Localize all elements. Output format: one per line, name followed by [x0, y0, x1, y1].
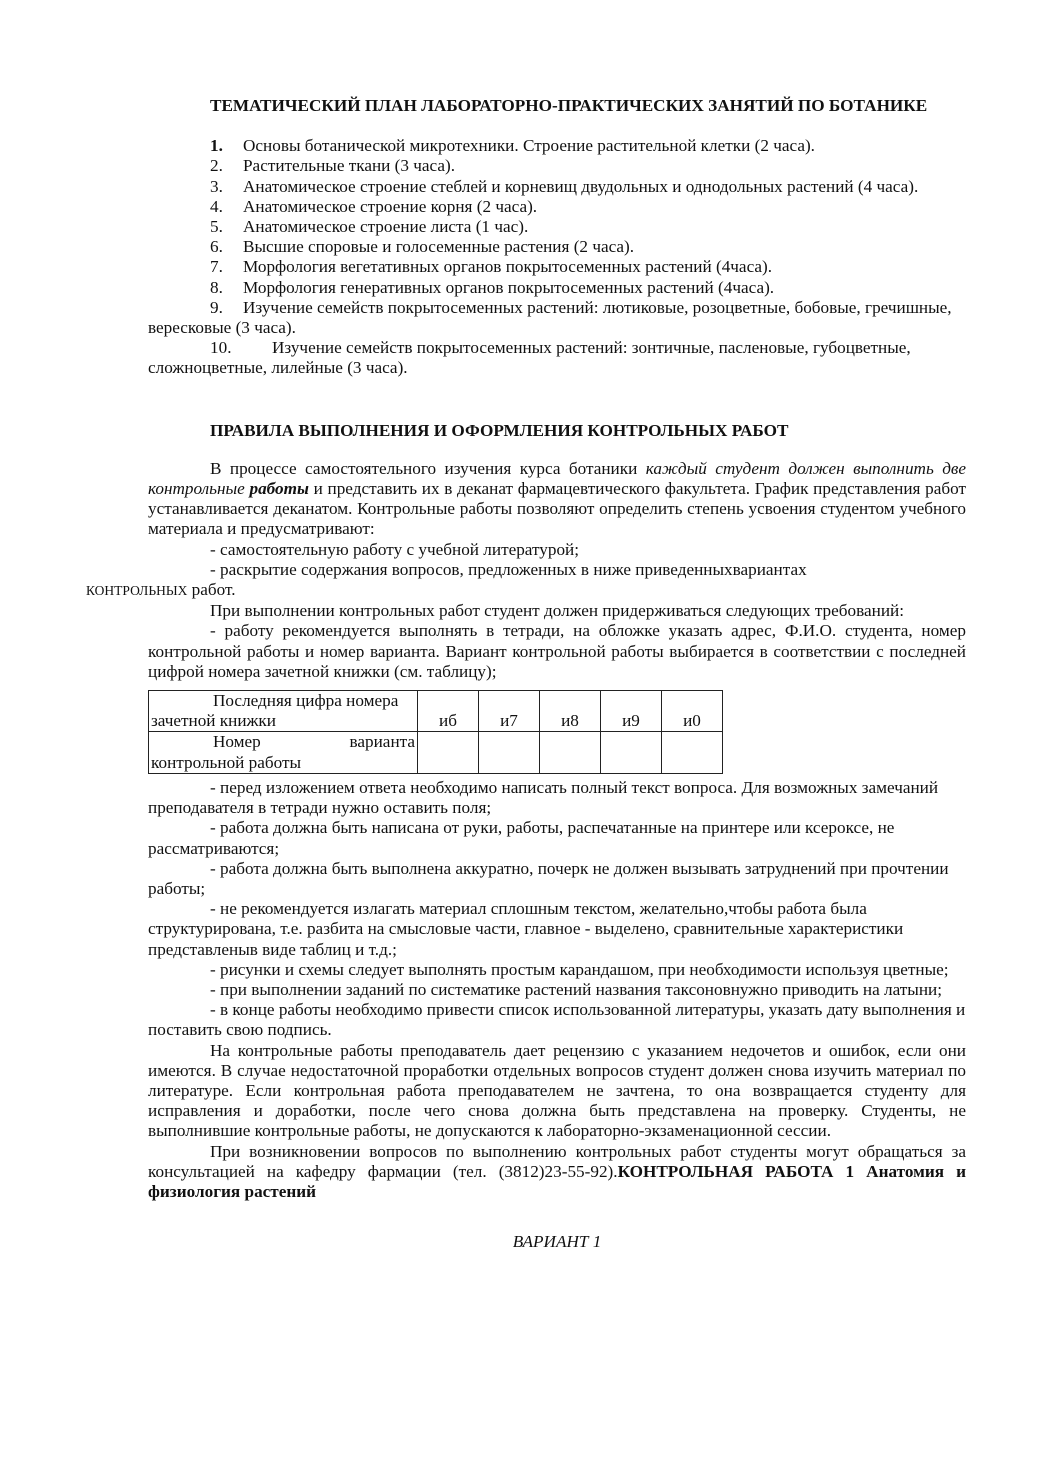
intro-text-rest: и представить их в деканат фармацевтического факультета. График представления работ устанавливается деканатом. Контрольные работы позволяют определить степень усвоения студентом учебного материала и предусматривают:: [148, 479, 966, 539]
item-text: Высшие споровые и голосеменные растения (2 часа).: [243, 237, 635, 257]
list-item: [148, 136, 966, 156]
requirement-item: - перед изложением ответа необходимо написать полный текст вопроса. Для возможных замечаний преподавателя в тетради нужно оставить поля;: [148, 777, 939, 818]
bullet-item: - самостоятельную работу с учебной литературой;: [210, 539, 580, 559]
item-number: 5.: [210, 217, 223, 237]
item-text: Анатомическое строение корня (2 часа).: [243, 196, 538, 216]
requirement-item: - работа должна быть написана от руки, работы, распечатанные на принтере или ксероксе, не рассматриваются;: [148, 818, 895, 858]
bullet-text: - раскрытие содержания вопросов, предложенных в ниже приведенныхвариантах: [210, 559, 807, 579]
table-cell: [662, 732, 723, 773]
plan-list: [148, 136, 966, 378]
table-row: [149, 732, 723, 773]
item-text: Основы ботанической микротехники. Строение растительной клетки (2 часа).: [243, 136, 815, 156]
table-cell: и9: [601, 691, 662, 732]
item-number: 7.: [210, 257, 223, 277]
list-item: [148, 298, 966, 338]
table-cell: и8: [540, 691, 601, 732]
requirement-item: - при выполнении заданий по систематике растений названия таксоновнужно приводить на латыни;: [210, 979, 943, 999]
item-text: Анатомическое строение листа (1 час).: [243, 217, 529, 237]
table-cell: [418, 732, 479, 773]
table-row: [149, 691, 723, 732]
item-number: 10.: [210, 338, 232, 358]
table-cell: иб: [418, 691, 479, 732]
requirements-intro: При выполнении контрольных работ студент должен придерживаться следующих требований:: [210, 601, 904, 621]
cell-text: зачетной книжки: [151, 711, 276, 731]
list-item: [148, 156, 966, 176]
item-number: 2.: [210, 156, 223, 176]
item-text: Анатомическое строение стеблей и корневищ двудольных и однодольных растений (4 часа).: [243, 176, 919, 196]
control-work-title: КОНТРОЛЬНАЯ РАБОТА 1 Анатомия и физиология растений: [148, 1161, 966, 1201]
item-number: 9.: [210, 297, 223, 317]
intro-italic: каждый студент должен выполнить две контрольные: [148, 458, 966, 499]
variant-table: [148, 690, 723, 774]
table-cell: [540, 732, 601, 773]
item-text: Изучение семейств покрытосеменных растений: зонтичные, пасленовые, губоцветные, сложноцветные, лилейные (3 часа).: [148, 338, 911, 378]
intro-bold-italic: работы: [249, 479, 309, 499]
variant-heading: ВАРИАНТ 1: [512, 1232, 602, 1252]
contact-text: При возникновении вопросов по выполнению контрольных работ студенты могут обращаться за консультацией на кафедру фармации (тел. (3812)23-55-92).: [148, 1141, 966, 1181]
item-text: Морфология вегетативных органов покрытосеменных растений (4часа).: [243, 257, 773, 277]
list-item: [148, 197, 966, 217]
requirement-item: - рисунки и схемы следует выполнять простым карандашом, при необходимости используя цветные;: [210, 959, 949, 979]
requirement-item: - работу рекомендуется выполнять в тетради, на обложке указать адрес, Ф.И.О. студента, номер контрольной работы и номер варианта. Вариант контрольной работы выбирается в соответствии с последней цифрой номера зачетной книжки (см. таблицу);: [148, 621, 966, 681]
list-item: [148, 237, 966, 257]
cell-line: [151, 732, 415, 752]
item-number: 8.: [210, 277, 223, 297]
contact-paragraph: [148, 1142, 966, 1203]
intro-paragraph: [148, 459, 966, 540]
section-title-rules: ПРАВИЛА ВЫПОЛНЕНИЯ И ОФОРМЛЕНИЯ КОНТРОЛЬНЫХ РАБОТ: [210, 420, 789, 440]
table-cell: [479, 732, 540, 773]
document-page: [86, 96, 966, 1252]
bullet-smallcaps: КОНТРОЛЬНЫХ: [86, 583, 188, 599]
item-text: Изучение семейств покрытосеменных растений: лютиковые, розоцветные, бобовые, гречишные, вересковые (3 часа).: [148, 297, 952, 338]
requirement-item: - в конце работы необходимо привести список использованной литературы, указать дату выполнения и поставить свою подпись.: [148, 1000, 966, 1040]
list-item: [148, 338, 966, 378]
requirement-item: - работа должна быть выполнена аккуратно, почерк не должен вызывать затруднений при прочтении работы;: [148, 858, 949, 898]
list-item: [148, 278, 966, 298]
table-cell: и7: [479, 691, 540, 732]
intro-text: В процессе самостоятельного изучения курса ботаники: [210, 458, 646, 478]
table-cell-label: [149, 691, 418, 732]
bullet-tail: работ.: [187, 580, 236, 600]
requirement-item: - не рекомендуется излагать материал сплошным текстом, желательно,чтобы работа была структурирована, т.е. разбита на смысловые части, главное - выделено, сравнительные характеристики представленыв виде таблиц и т.д.;: [148, 899, 904, 959]
page-title: ТЕМАТИЧЕСКИЙ ПЛАН ЛАБОРАТОРНО-ПРАКТИЧЕСКИХ ЗАНЯТИЙ ПО БОТАНИКЕ: [210, 96, 928, 115]
item-text: Растительные ткани (3 часа).: [243, 156, 456, 176]
item-text: Морфология генеративных органов покрытосеменных растений (4часа).: [243, 277, 775, 297]
list-item: [148, 177, 966, 197]
list-item: [148, 217, 966, 237]
cell-text: контрольной работы: [151, 752, 302, 772]
bullet-item: [86, 559, 966, 601]
item-number: 4.: [210, 196, 223, 216]
table-cell: [601, 732, 662, 773]
item-number: 6.: [210, 237, 223, 257]
cell-text: варианта: [349, 732, 415, 752]
cell-text: Последняя цифра номера: [213, 691, 399, 711]
list-item: [148, 257, 966, 277]
table-cell-label: [149, 732, 418, 773]
item-number: 1.: [210, 136, 223, 156]
item-number: 3.: [210, 176, 223, 196]
table-cell: и0: [662, 691, 723, 732]
cell-text: Номер: [213, 732, 261, 752]
review-paragraph: На контрольные работы преподаватель дает рецензию с указанием недочетов и ошибок, если они имеются. В случае недостаточной проработки отдельных вопросов студент должен снова изучить материал по литературе. Если контрольная работа преподавателем не зачтена, то она возвращается студенту для исправления и доработки, после чего снова должна быть представлена на проверку. Студенты, не выполнившие контрольные работы, не допускаются к лабораторно-экзаменационной сессии.: [148, 1040, 966, 1141]
